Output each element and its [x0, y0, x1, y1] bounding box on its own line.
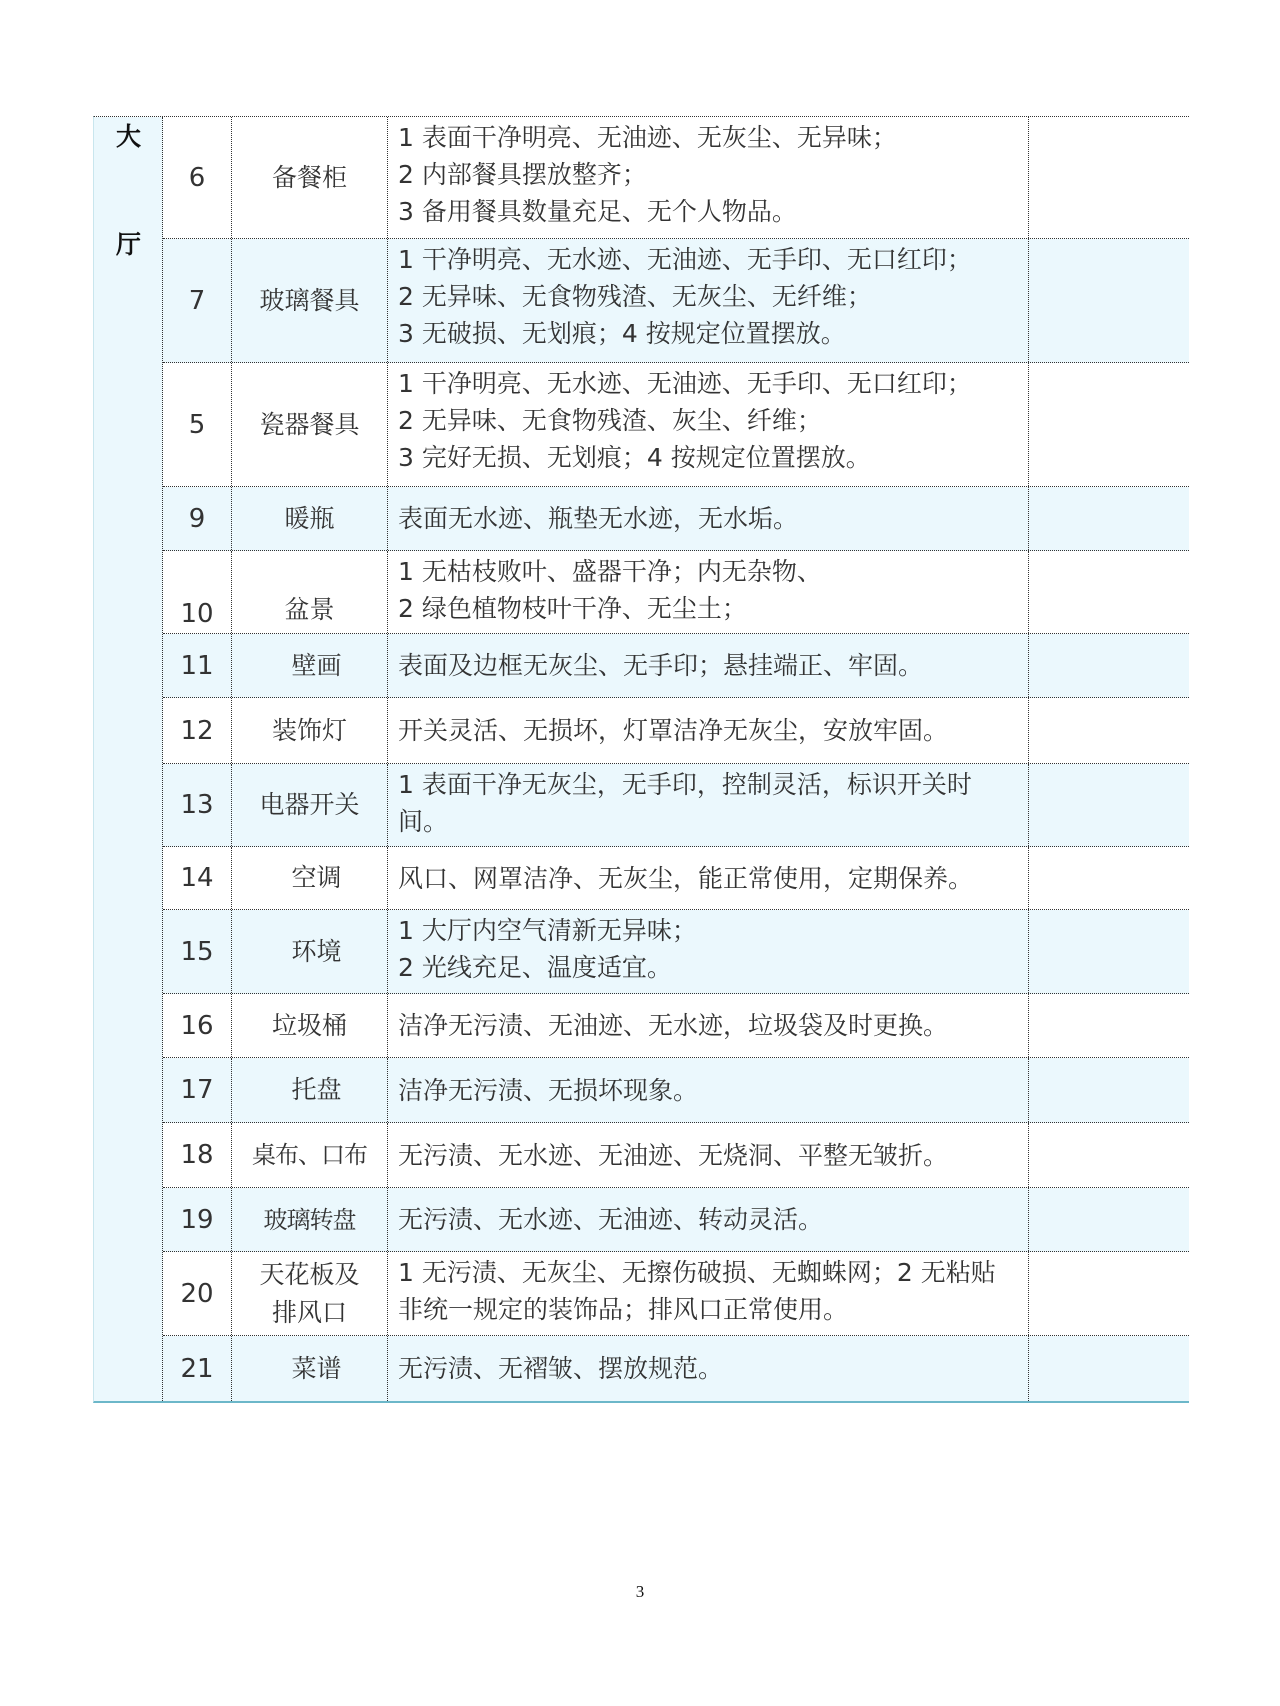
item-name: 菜谱: [232, 1336, 388, 1401]
item-name: 备餐柜: [232, 117, 388, 238]
table-row: [163, 910, 1189, 994]
item-name: 天花板及 排风口: [232, 1252, 388, 1335]
item-standard: 1 干净明亮、无水迹、无油迹、无手印、无口红印； 2 无异味、无食物残渣、无灰尘、无纤维； 3 无破损、无划痕；4 按规定位置摆放。: [388, 239, 1029, 362]
item-name: 垃圾桶: [232, 994, 388, 1057]
row-number: 17: [163, 1058, 232, 1122]
item-standard: 表面无水迹、瓶垫无水迹，无水垢。: [388, 487, 1029, 550]
item-name: 装饰灯: [232, 698, 388, 763]
table-row: [163, 1058, 1189, 1123]
table-row: [163, 239, 1189, 363]
item-note: [1029, 1123, 1189, 1187]
item-name: 壁画: [232, 634, 388, 697]
area-column: [94, 117, 163, 1401]
area-label-char: 大: [115, 122, 141, 151]
item-note: [1029, 1188, 1189, 1251]
item-note: [1029, 487, 1189, 550]
item-note: [1029, 117, 1189, 238]
table-row: [163, 847, 1189, 910]
item-standard: 洁净无污渍、无损坏现象。: [388, 1058, 1029, 1122]
item-note: [1029, 994, 1189, 1057]
item-standard: 1 无枯枝败叶、盛器干净；内无杂物、 2 绿色植物枝叶干净、无尘土；: [388, 551, 1029, 633]
row-number: 9: [163, 487, 232, 550]
row-number: 18: [163, 1123, 232, 1187]
item-standard: 风口、网罩洁净、无灰尘，能正常使用，定期保养。: [388, 847, 1029, 909]
row-number: 10: [163, 551, 232, 633]
table-row: [163, 1188, 1189, 1252]
item-note: [1029, 551, 1189, 633]
row-number: 7: [163, 239, 232, 362]
page-number: 3: [635, 1582, 645, 1601]
area-label-char: 厅: [115, 230, 141, 259]
item-note: [1029, 1336, 1189, 1401]
item-name: 电器开关: [232, 764, 388, 846]
item-standard: 无污渍、无水迹、无油迹、无烧洞、平整无皱折。: [388, 1123, 1029, 1187]
table-row: [163, 487, 1189, 551]
table-row: [163, 634, 1189, 698]
item-name: 托盘: [232, 1058, 388, 1122]
table-row: [163, 551, 1189, 634]
item-name: 玻璃餐具: [232, 239, 388, 362]
item-name: 空调: [232, 847, 388, 909]
row-number: 15: [163, 910, 232, 993]
table-row: [163, 1336, 1189, 1401]
item-name: 玻璃转盘: [232, 1188, 388, 1251]
item-note: [1029, 910, 1189, 993]
table-row: [163, 994, 1189, 1058]
inspection-table: [93, 116, 1189, 1403]
item-name: 暖瓶: [232, 487, 388, 550]
row-number: 20: [163, 1252, 232, 1335]
table-row: [163, 764, 1189, 847]
item-standard: 1 大厅内空气清新无异味； 2 光线充足、温度适宜。: [388, 910, 1029, 993]
table-row: [163, 117, 1189, 239]
item-name: 环境: [232, 910, 388, 993]
row-number: 16: [163, 994, 232, 1057]
item-standard: 1 表面干净明亮、无油迹、无灰尘、无异味； 2 内部餐具摆放整齐； 3 备用餐具数量充足、无个人物品。: [388, 117, 1029, 238]
item-standard: 1 表面干净无灰尘，无手印，控制灵活，标识开关时间。: [388, 764, 1029, 846]
item-standard: 洁净无污渍、无油迹、无水迹，垃圾袋及时更换。: [388, 994, 1029, 1057]
row-number: 19: [163, 1188, 232, 1251]
item-note: [1029, 1058, 1189, 1122]
item-name: 盆景: [232, 551, 388, 633]
row-number: 11: [163, 634, 232, 697]
item-note: [1029, 764, 1189, 846]
row-number: 5: [163, 363, 232, 486]
table-row: [163, 698, 1189, 764]
row-number: 14: [163, 847, 232, 909]
item-standard: 无污渍、无褶皱、摆放规范。: [388, 1336, 1029, 1401]
item-standard: 1 干净明亮、无水迹、无油迹、无手印、无口红印； 2 无异味、无食物残渣、灰尘、纤维； 3 完好无损、无划痕；4 按规定位置摆放。: [388, 363, 1029, 486]
item-name: 瓷器餐具: [232, 363, 388, 486]
item-note: [1029, 1252, 1189, 1335]
row-number: 13: [163, 764, 232, 846]
item-standard: 开关灵活、无损坏，灯罩洁净无灰尘，安放牢固。: [388, 698, 1029, 763]
table-row: [163, 1123, 1189, 1188]
item-standard: 1 无污渍、无灰尘、无擦伤破损、无蜘蛛网；2 无粘贴非统一规定的装饰品；排风口正常使用。: [388, 1252, 1029, 1335]
item-standard: 无污渍、无水迹、无油迹、转动灵活。: [388, 1188, 1029, 1251]
row-number: 6: [163, 117, 232, 238]
item-note: [1029, 239, 1189, 362]
table-row: [163, 363, 1189, 487]
item-note: [1029, 634, 1189, 697]
item-note: [1029, 847, 1189, 909]
item-name: 桌布、口布: [232, 1123, 388, 1187]
row-number: 21: [163, 1336, 232, 1401]
item-note: [1029, 698, 1189, 763]
item-note: [1029, 363, 1189, 486]
row-number: 12: [163, 698, 232, 763]
item-standard: 表面及边框无灰尘、无手印；悬挂端正、牢固。: [388, 634, 1029, 697]
table-row: [163, 1252, 1189, 1336]
